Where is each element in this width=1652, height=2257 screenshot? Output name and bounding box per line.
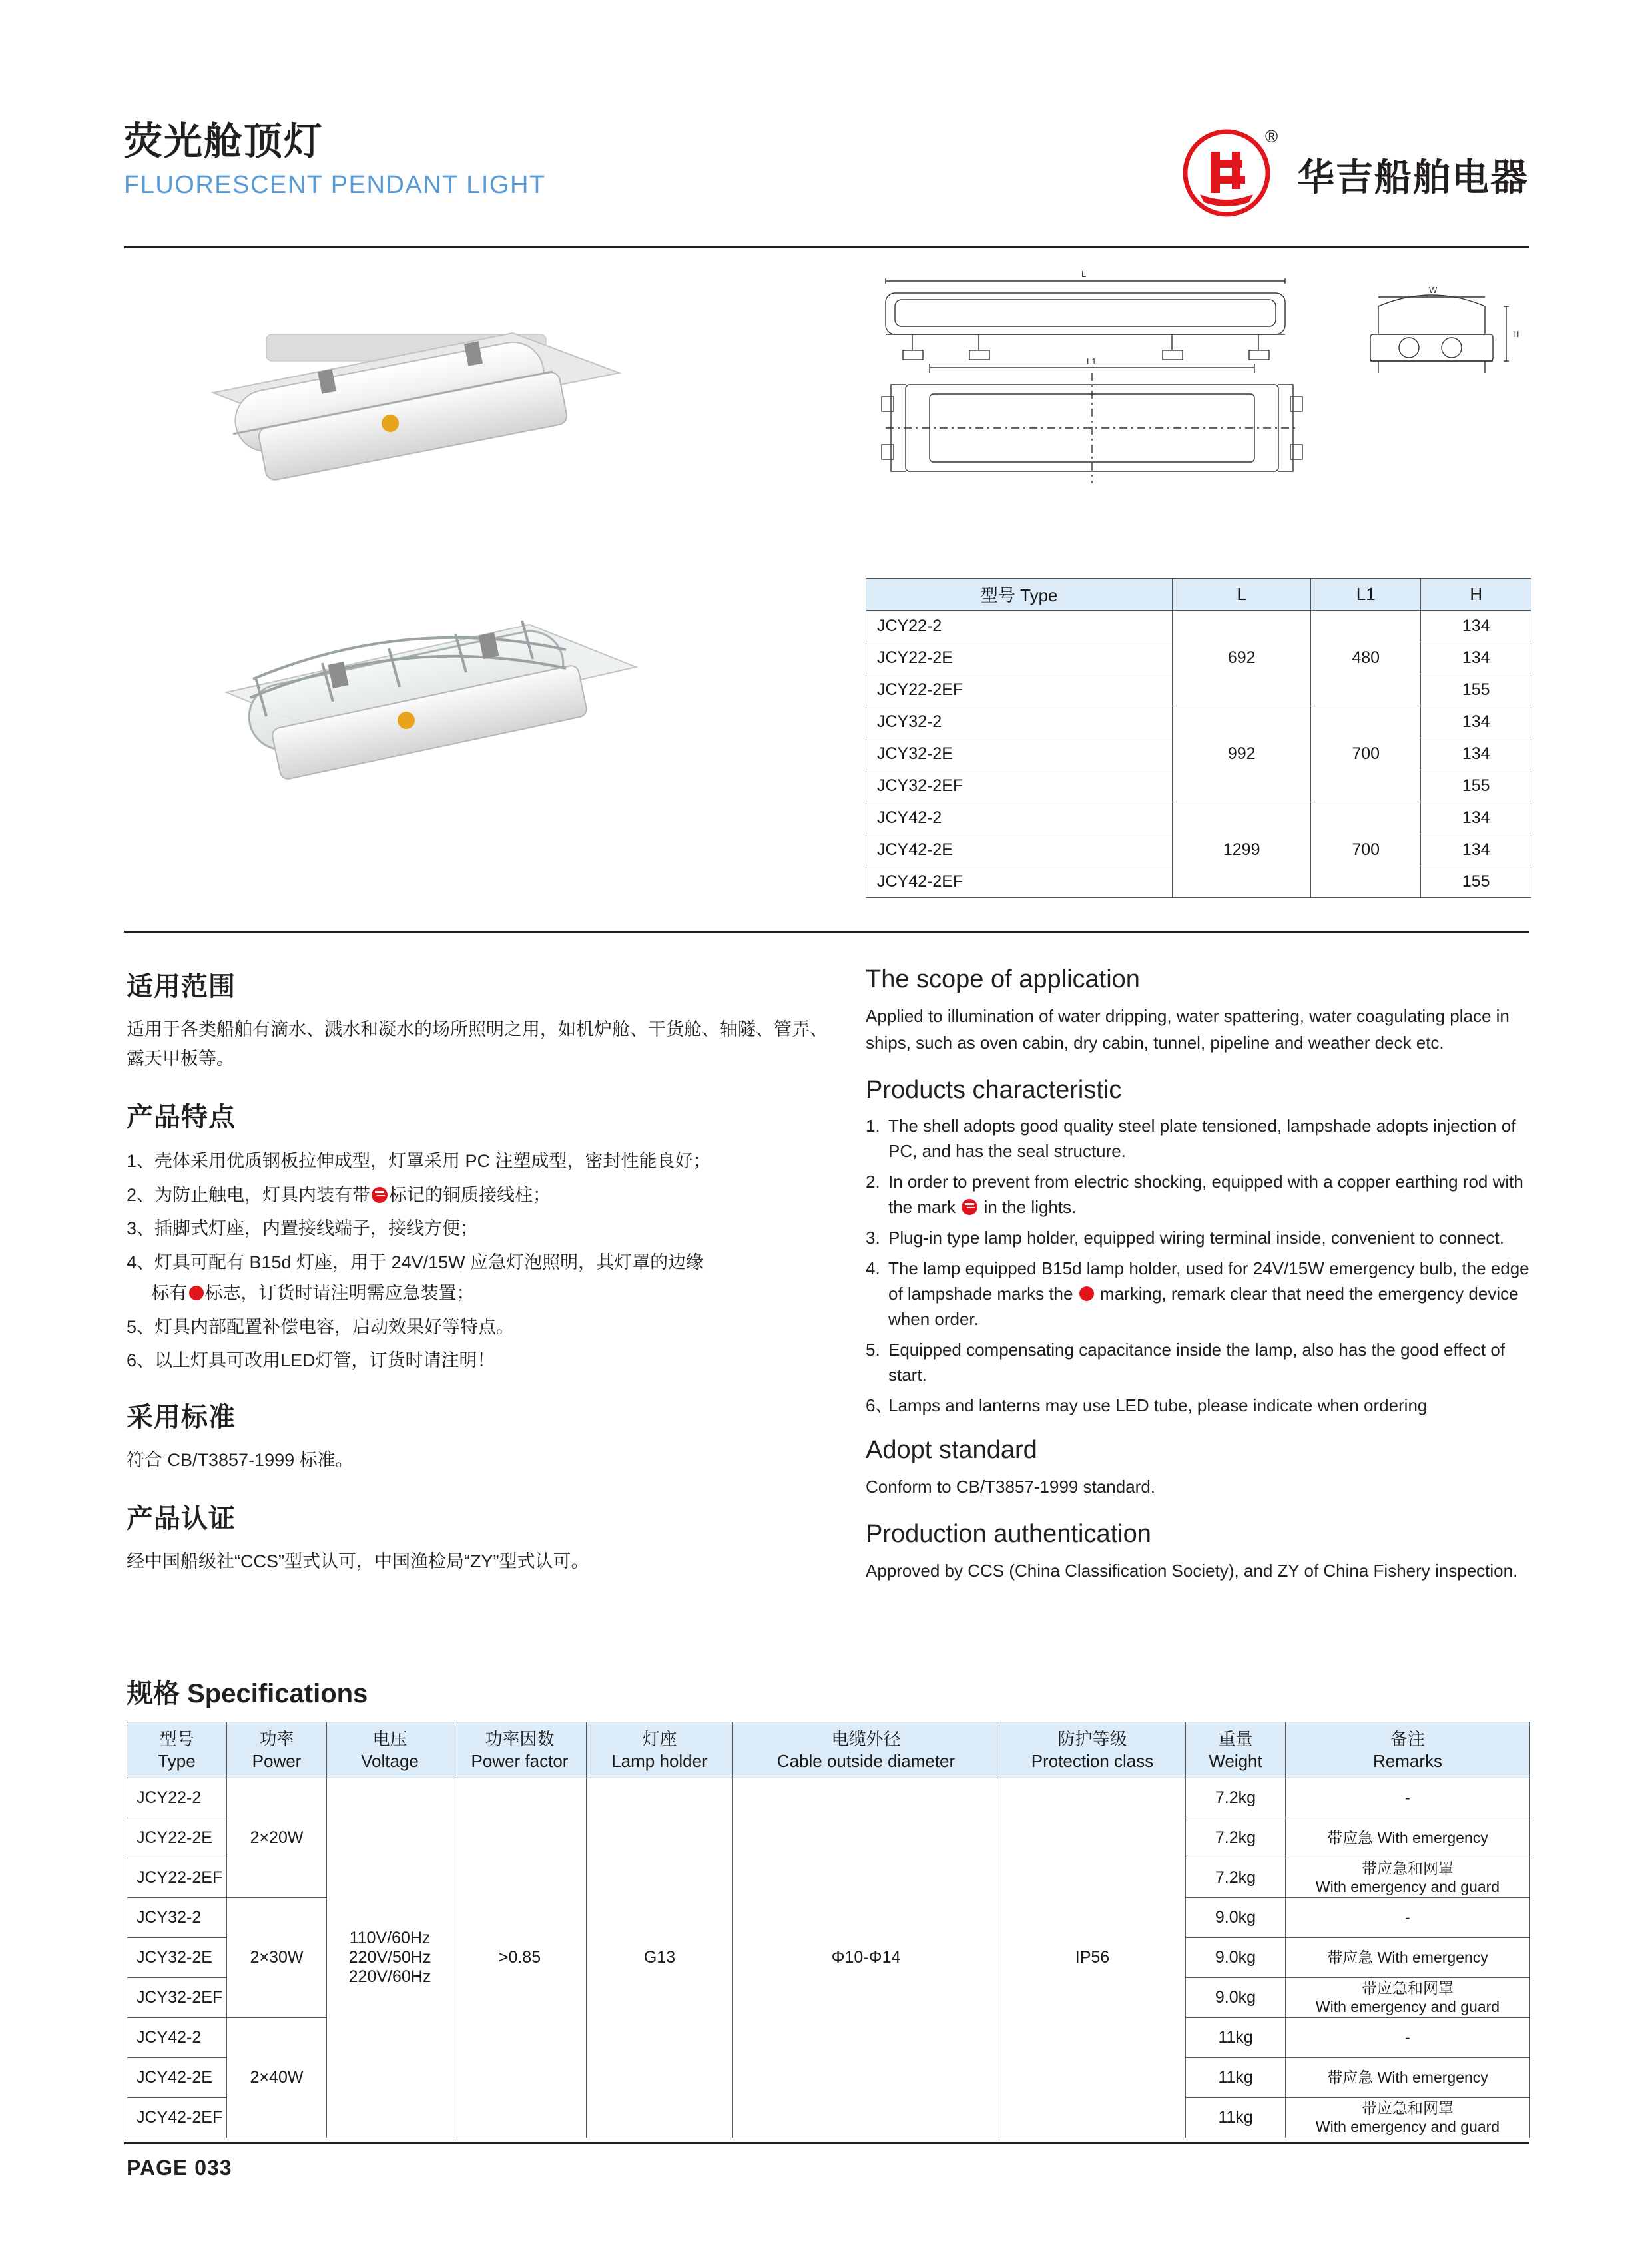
- list-item-text: In order to prevent from electric shocking, equipped with a copper earthing rod with the mark in the lights.: [888, 1171, 1523, 1217]
- product-photos: [127, 266, 846, 919]
- spec-remark: 带应急和网罩 With emergency and guard: [1286, 1978, 1530, 2018]
- list-item-text: Equipped compensating capacitance inside the lamp, also has the good effect of start.: [888, 1339, 1506, 1385]
- list-item-number: 5.: [866, 1339, 880, 1360]
- spec-col-type: 型号 Type: [127, 1722, 227, 1778]
- header-divider: [124, 246, 1529, 248]
- dim-l1: 700: [1310, 802, 1421, 898]
- certification-title-cn: 产品认证: [127, 1504, 236, 1534]
- spec-power-factor: >0.85: [453, 1778, 587, 2138]
- dim-l1: 700: [1310, 706, 1421, 802]
- list-item: 1、壳体采用优质钢板拉伸成型，灯罩采用 PC 注塑成型，密封性能良好；: [127, 1151, 711, 1172]
- english-text-column: [866, 965, 1538, 1605]
- certification-body-cn: 经中国船级社“CCS”型式认可，中国渔检局“ZY”型式认可。: [127, 1551, 589, 1572]
- company-logo-icon: [1180, 125, 1280, 225]
- list-item: [866, 1338, 1538, 1388]
- certification-body-en: Approved by CCS (China Classification Society), and ZY of China Fishery inspection.: [866, 1561, 1518, 1581]
- list-item: [866, 1393, 1538, 1419]
- list-item: [866, 1226, 1538, 1251]
- spec-protection-class: IP56: [999, 1778, 1186, 2138]
- dim-h: 134: [1421, 706, 1531, 738]
- spec-type: JCY22-2EF: [127, 1858, 227, 1898]
- features-title-cn: 产品特点: [127, 1103, 236, 1132]
- dim-col-l: L: [1173, 579, 1311, 611]
- spec-lamp-holder: G13: [587, 1778, 733, 2138]
- specifications-title: 规格 Specifications: [127, 1679, 368, 1708]
- spec-weight: 11kg: [1186, 2098, 1286, 2138]
- spec-power: 2×30W: [227, 1898, 327, 2018]
- list-item-text: Lamps and lanterns may use LED tube, please indicate when ordering: [888, 1395, 1428, 1415]
- dim-h: 155: [1421, 866, 1531, 898]
- lamp-photo-top: [127, 266, 846, 919]
- spec-col-protection-class: 防护等级 Protection class: [999, 1722, 1186, 1778]
- dim-l: 692: [1173, 611, 1311, 706]
- table-row: [866, 611, 1531, 642]
- spec-type: JCY32-2EF: [127, 1978, 227, 2018]
- dim-type: JCY42-2EF: [866, 866, 1173, 898]
- red-dot-icon: [1079, 1286, 1094, 1301]
- earth-mark-icon: [962, 1199, 977, 1215]
- list-item-number: 3.: [866, 1227, 880, 1248]
- table-row: [866, 706, 1531, 738]
- page-title-cn: 荧光舱顶灯: [124, 120, 324, 163]
- dim-h: 134: [1421, 611, 1531, 642]
- dim-h: 155: [1421, 674, 1531, 706]
- dim-type: JCY42-2: [866, 802, 1173, 834]
- spec-weight: 9.0kg: [1186, 1938, 1286, 1978]
- scope-body-en: Applied to illumination of water dripping, water spattering, water coagulating place in ships, such as oven cabin, dry cabin, tunnel, pipeline and weather deck etc.: [866, 1006, 1510, 1053]
- spec-col-weight: 重量 Weight: [1186, 1722, 1286, 1778]
- spec-type: JCY42-2E: [127, 2058, 227, 2098]
- dim-type: JCY32-2: [866, 706, 1173, 738]
- dim-h: 134: [1421, 802, 1531, 834]
- dim-type: JCY22-2E: [866, 642, 1173, 674]
- drawing-label-H: H: [1513, 329, 1519, 339]
- spec-remark: 带应急和网罩 With emergency and guard: [1286, 1858, 1530, 1898]
- spec-type: JCY32-2E: [127, 1938, 227, 1978]
- dim-type: JCY22-2EF: [866, 674, 1173, 706]
- standard-title-en: Adopt standard: [866, 1435, 1037, 1464]
- spec-weight: 9.0kg: [1186, 1978, 1286, 2018]
- list-item-text: Plug-in type lamp holder, equipped wiring terminal inside, convenient to connect.: [888, 1227, 1504, 1248]
- dim-h: 134: [1421, 834, 1531, 866]
- spec-remark: 带应急 With emergency: [1286, 1938, 1530, 1978]
- standard-body-cn: 符合 CB/T3857-1999 标准。: [127, 1449, 354, 1470]
- list-item: 4、灯具可配有 B15d 灯座，用于 24V/15W 应急灯泡照明，其灯罩的边缘 标有 标志，订货时请注明需应急装置；: [127, 1252, 704, 1304]
- features-list-en: [866, 1114, 1538, 1418]
- spec-remark: -: [1286, 2018, 1530, 2058]
- earth-mark-icon: [372, 1187, 388, 1203]
- dim-h: 134: [1421, 642, 1531, 674]
- spec-type: JCY22-2: [127, 1778, 227, 1818]
- standard-title-cn: 采用标准: [127, 1402, 236, 1432]
- red-dot-icon: [189, 1286, 204, 1300]
- dim-type: JCY42-2E: [866, 834, 1173, 866]
- list-item: [866, 1114, 1538, 1164]
- spec-type: JCY22-2E: [127, 1818, 227, 1858]
- dim-type: JCY32-2E: [866, 738, 1173, 770]
- list-item-number: 2.: [866, 1171, 880, 1192]
- spec-weight: 7.2kg: [1186, 1858, 1286, 1898]
- spec-remark: -: [1286, 1898, 1530, 1938]
- list-item-text: The lamp equipped B15d lamp holder, used for 24V/15W emergency bulb, the edge of lampshade marks the marking, remark clear that need the emergency device when order.: [888, 1258, 1529, 1329]
- scope-title-en: The scope of application: [866, 965, 1140, 993]
- scope-body-cn: 适用于各类船舶有滴水、溅水和凝水的场所照明之用，如机炉舱、干货舱、轴隧、管弄、露天甲板等。: [127, 1019, 828, 1069]
- drawing-label-L1: L1: [1087, 356, 1097, 366]
- spec-col-power-factor: 功率因数 Power factor: [453, 1722, 587, 1778]
- brand-name: 华吉船舶电器: [1297, 156, 1529, 198]
- svg-text:®: ®: [1265, 126, 1278, 146]
- spec-type: JCY42-2EF: [127, 2098, 227, 2138]
- dim-l: 1299: [1173, 802, 1311, 898]
- drawing-label-W: W: [1429, 285, 1438, 295]
- list-item: [866, 1170, 1538, 1220]
- spec-weight: 11kg: [1186, 2058, 1286, 2098]
- table-row: [127, 1778, 1530, 1818]
- spec-col-lamp-holder: 灯座 Lamp holder: [587, 1722, 733, 1778]
- spec-remark: 带应急 With emergency: [1286, 2058, 1530, 2098]
- spec-remark: -: [1286, 1778, 1530, 1818]
- spec-col-remarks: 备注 Remarks: [1286, 1722, 1530, 1778]
- spec-remark: 带应急和网罩 With emergency and guard: [1286, 2098, 1530, 2138]
- dim-col-l1: L1: [1310, 579, 1421, 611]
- specifications-table: [127, 1722, 1530, 2138]
- scope-title-cn: 适用范围: [127, 972, 236, 1001]
- spec-remark: 带应急 With emergency: [1286, 1818, 1530, 1858]
- spec-table-header-row: [127, 1722, 1530, 1778]
- dim-col-h: H: [1421, 579, 1531, 611]
- list-item: 2、为防止触电，灯具内装有带 标记的铜质接线柱；: [127, 1184, 551, 1205]
- spec-col-power: 功率 Power: [227, 1722, 327, 1778]
- dim-type: JCY22-2: [866, 611, 1173, 642]
- list-item-number: 1.: [866, 1116, 880, 1136]
- list-item-text: The shell adopts good quality steel plate tensioned, lampshade adopts injection of PC, and has the seal structure.: [888, 1116, 1516, 1161]
- dim-col-type: 型号 Type: [866, 579, 1173, 611]
- list-item: 3、插脚式灯座，内置接线端子，接线方便；: [127, 1218, 479, 1239]
- list-item-number: 6、: [866, 1395, 893, 1415]
- page-title-en: FLUORESCENT PENDANT LIGHT: [124, 170, 546, 199]
- spec-type: JCY42-2: [127, 2018, 227, 2058]
- spec-power: 2×40W: [227, 2018, 327, 2138]
- standard-body-en: Conform to CB/T3857-1999 standard.: [866, 1476, 1156, 1497]
- list-item: 6、以上灯具可改用LED灯管，订货时请注明！: [127, 1350, 495, 1371]
- technical-drawing: [866, 266, 1531, 559]
- brand-block: [1180, 125, 1529, 225]
- spec-col-voltage: 电压 Voltage: [327, 1722, 453, 1778]
- spec-power: 2×20W: [227, 1778, 327, 1898]
- dim-l: 992: [1173, 706, 1311, 802]
- spec-weight: 11kg: [1186, 2018, 1286, 2058]
- dim-h: 155: [1421, 770, 1531, 802]
- spec-cable-diameter: Φ10-Φ14: [733, 1778, 999, 2138]
- dimension-table-header-row: [866, 579, 1531, 611]
- dim-type: JCY32-2EF: [866, 770, 1173, 802]
- table-row: [866, 802, 1531, 834]
- page-header: [124, 120, 1529, 240]
- section-divider: [124, 931, 1529, 933]
- dim-h: 134: [1421, 738, 1531, 770]
- list-item: [866, 1256, 1538, 1332]
- dimension-table: [866, 578, 1531, 898]
- spec-col-cable-diameter: 电缆外径 Cable outside diameter: [733, 1722, 999, 1778]
- list-item: 5、灯具内部配置补偿电容，启动效果好等特点。: [127, 1316, 515, 1337]
- dim-l1: 480: [1310, 611, 1421, 706]
- spec-voltage: 110V/60Hz 220V/50Hz 220V/60Hz: [327, 1778, 453, 2138]
- spec-type: JCY32-2: [127, 1898, 227, 1938]
- list-item-number: 4.: [866, 1258, 880, 1278]
- spec-weight: 7.2kg: [1186, 1778, 1286, 1818]
- page-number: PAGE 033: [127, 2156, 232, 2180]
- spec-weight: 9.0kg: [1186, 1898, 1286, 1938]
- footer-divider: [124, 2142, 1529, 2144]
- drawing-label-L: L: [1081, 269, 1087, 279]
- spec-weight: 7.2kg: [1186, 1818, 1286, 1858]
- features-list-cn: [127, 1146, 832, 1376]
- chinese-text-column: [127, 965, 832, 1599]
- features-title-en: Products characteristic: [866, 1076, 1122, 1105]
- certification-title-en: Production authentication: [866, 1520, 1151, 1549]
